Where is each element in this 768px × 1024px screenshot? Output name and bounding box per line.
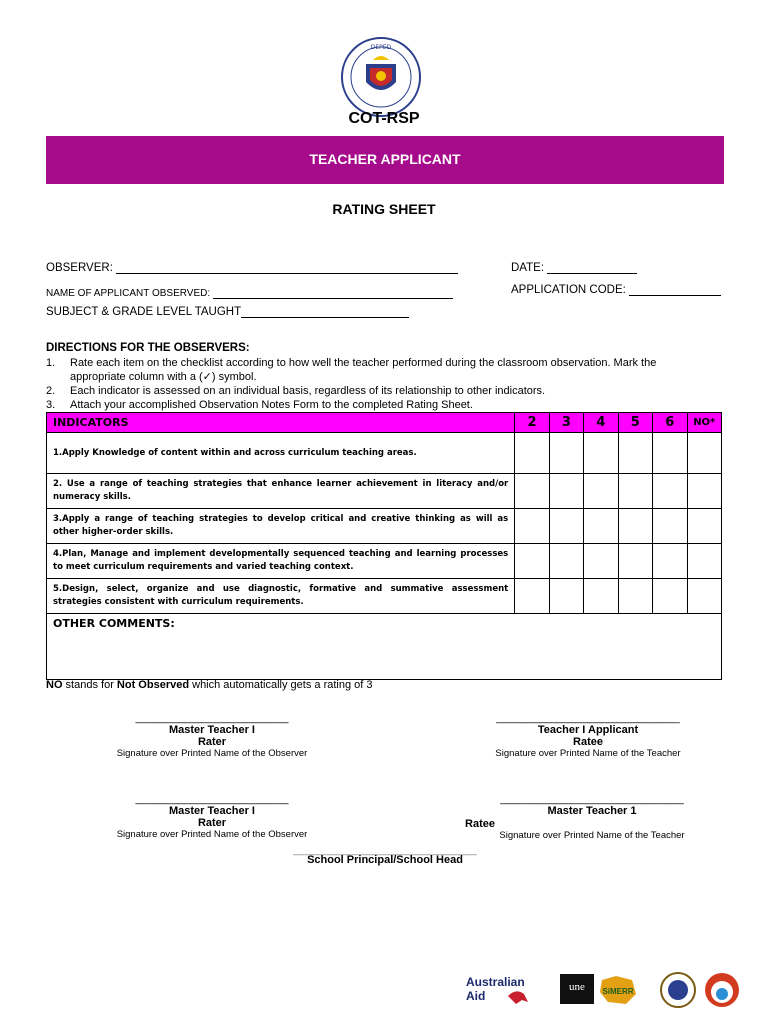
organization-logo bbox=[705, 973, 739, 1007]
observer-field bbox=[46, 262, 458, 274]
rating-cell[interactable] bbox=[618, 544, 652, 579]
rating-cell[interactable] bbox=[653, 509, 687, 544]
direction-text: Rate each item on the checklist according to how well the teacher performed during the classroom observation. Mark the appropriate column with a (✓) symbol. bbox=[70, 357, 657, 383]
rating-cell[interactable] bbox=[687, 579, 722, 614]
signature-caption: Signature over Printed Name of the Observer bbox=[116, 748, 308, 759]
header-indicators: INDICATORS bbox=[47, 413, 515, 433]
svg-text:DEPED: DEPED bbox=[370, 44, 392, 51]
header-rating-6: 6 bbox=[653, 413, 687, 433]
direction-item-1 bbox=[46, 357, 696, 384]
signature-title: School Principal/School Head bbox=[307, 854, 463, 866]
table-row bbox=[47, 544, 722, 579]
document-title: COT-RSP bbox=[348, 110, 420, 127]
signature-line[interactable]: _________________________ bbox=[135, 793, 289, 805]
rating-cell[interactable] bbox=[653, 544, 687, 579]
direction-item-2 bbox=[46, 385, 696, 399]
signature-caption: Signature over Printed Name of the Observer bbox=[116, 829, 308, 840]
rating-cell[interactable] bbox=[618, 474, 652, 509]
rating-cell[interactable] bbox=[618, 433, 652, 474]
rating-cell[interactable] bbox=[653, 474, 687, 509]
svg-text:Australian: Australian bbox=[466, 975, 525, 989]
signature-role: Rater bbox=[197, 736, 227, 748]
direction-number: 1. bbox=[46, 357, 56, 369]
note-no: NO bbox=[46, 679, 63, 691]
subject-input-line[interactable] bbox=[241, 306, 409, 318]
applicant-label: NAME OF APPLICANT OBSERVED: bbox=[46, 288, 211, 299]
rating-cell[interactable] bbox=[515, 544, 549, 579]
svg-text:SiMERR: SiMERR bbox=[602, 987, 634, 996]
rating-cell[interactable] bbox=[618, 509, 652, 544]
rating-cell[interactable] bbox=[515, 509, 549, 544]
date-input-line[interactable] bbox=[547, 262, 637, 274]
note-rest: which automatically gets a rating of 3 bbox=[189, 679, 373, 691]
table-row bbox=[47, 579, 722, 614]
other-comments-box[interactable] bbox=[47, 614, 722, 680]
indicator-text: 4.Plan, Manage and implement developmentally sequenced teaching and learning processes to meet curriculum requirements and varied teaching context. bbox=[47, 544, 515, 579]
subject-label: SUBJECT & GRADE LEVEL TAUGHT bbox=[46, 306, 242, 318]
signature-title: Master Teacher I bbox=[168, 724, 255, 736]
other-comments-label: OTHER COMMENTS: bbox=[53, 617, 175, 630]
rating-cell[interactable] bbox=[515, 433, 549, 474]
rating-cell[interactable] bbox=[549, 544, 583, 579]
deped-seal-logo bbox=[340, 36, 422, 118]
rating-cell[interactable] bbox=[549, 509, 583, 544]
signature-block-rater-1 bbox=[82, 712, 342, 759]
date-label: DATE: bbox=[511, 262, 545, 274]
rating-cell[interactable] bbox=[515, 474, 549, 509]
table-header-row bbox=[47, 413, 722, 433]
rating-cell[interactable] bbox=[549, 474, 583, 509]
rating-cell[interactable] bbox=[584, 579, 618, 614]
rating-cell[interactable] bbox=[687, 474, 722, 509]
rating-cell[interactable] bbox=[549, 579, 583, 614]
signature-caption: Signature over Printed Name of the Teacher bbox=[495, 748, 681, 759]
indicator-text: 1.Apply Knowledge of content within and across curriculum teaching areas. bbox=[47, 433, 515, 474]
partner-logos bbox=[466, 970, 746, 1010]
rating-cell[interactable] bbox=[584, 433, 618, 474]
rating-cell[interactable] bbox=[687, 433, 722, 474]
table-row bbox=[47, 509, 722, 544]
comments-row bbox=[47, 614, 722, 680]
note-stands-for: stands for bbox=[62, 679, 117, 691]
observer-label: OBSERVER: bbox=[46, 262, 113, 274]
direction-text: Attach your accomplished Observation Notes Form to the completed Rating Sheet. bbox=[70, 399, 473, 411]
signature-block-ratee-2 bbox=[462, 793, 722, 841]
signature-role: Rater bbox=[197, 817, 227, 829]
note-not-observed: Not Observed bbox=[116, 679, 190, 691]
direction-item-3 bbox=[46, 399, 696, 413]
signature-block-rater-2 bbox=[82, 793, 342, 840]
signature-line[interactable]: _________________________ bbox=[135, 712, 289, 724]
direction-number: 3. bbox=[46, 399, 56, 411]
header-rating-4: 4 bbox=[584, 413, 618, 433]
direction-number: 2. bbox=[46, 385, 56, 397]
application-code-label: APPLICATION CODE: bbox=[511, 284, 626, 296]
signature-block-principal bbox=[255, 846, 515, 866]
directions-heading: DIRECTIONS FOR THE OBSERVERS: bbox=[46, 342, 250, 354]
australian-aid-logo bbox=[466, 975, 528, 1004]
rating-cell[interactable] bbox=[653, 433, 687, 474]
signature-line[interactable]: ______________________________ bbox=[293, 844, 477, 856]
signature-title: Master Teacher 1 bbox=[547, 805, 637, 817]
application-code-field bbox=[511, 284, 721, 296]
rating-cell[interactable] bbox=[549, 433, 583, 474]
svg-text:une: une bbox=[569, 981, 585, 993]
rating-sheet-title: RATING SHEET bbox=[332, 201, 436, 217]
une-logo bbox=[560, 974, 594, 1004]
header-rating-2: 2 bbox=[515, 413, 549, 433]
signature-title: Master Teacher I bbox=[168, 805, 255, 817]
header-rating-3: 3 bbox=[549, 413, 583, 433]
table-row bbox=[47, 474, 722, 509]
rating-cell[interactable] bbox=[687, 544, 722, 579]
subject-field bbox=[46, 306, 409, 318]
not-observed-note bbox=[46, 679, 373, 691]
school-seal-logo bbox=[661, 973, 695, 1007]
indicator-text: 5.Design, select, organize and use diagnostic, formative and summative assessment strategies consistent with curriculum requirements. bbox=[47, 579, 515, 614]
indicator-text: 3.Apply a range of teaching strategies to develop critical and creative thinking as will as other higher-order skills. bbox=[47, 509, 515, 544]
signature-block-ratee-1 bbox=[458, 712, 718, 759]
ratee-role: Ratee bbox=[465, 818, 495, 830]
simerr-logo bbox=[600, 976, 636, 1004]
teacher-applicant-banner: TEACHER APPLICANT bbox=[46, 136, 724, 184]
signature-title: Teacher I Applicant bbox=[537, 724, 639, 736]
ratee-label-2 bbox=[455, 818, 505, 830]
signature-line[interactable]: ______________________________ bbox=[500, 793, 684, 805]
signature-caption: Signature over Printed Name of the Teacher bbox=[499, 830, 685, 841]
table-row bbox=[47, 433, 722, 474]
signature-line[interactable]: ______________________________ bbox=[496, 712, 680, 724]
svg-text:Aid: Aid bbox=[466, 989, 486, 1003]
rating-cell[interactable] bbox=[687, 509, 722, 544]
direction-text: Each indicator is assessed on an individual basis, regardless of its relationship to other indicators. bbox=[70, 385, 546, 397]
rating-cell[interactable] bbox=[584, 509, 618, 544]
applicant-input-line[interactable] bbox=[213, 287, 453, 299]
date-field bbox=[511, 262, 637, 274]
rating-cell[interactable] bbox=[515, 579, 549, 614]
header-rating-5: 5 bbox=[618, 413, 652, 433]
indicator-text: 2. Use a range of teaching strategies that enhance learner achievement in literacy and/or numeracy skills. bbox=[47, 474, 515, 509]
rating-cell[interactable] bbox=[653, 579, 687, 614]
observer-input-line[interactable] bbox=[116, 262, 458, 274]
header-not-observed: NO* bbox=[687, 413, 722, 433]
applicant-field bbox=[46, 287, 453, 299]
application-code-input-line[interactable] bbox=[629, 284, 721, 296]
rating-cell[interactable] bbox=[618, 579, 652, 614]
rating-table bbox=[46, 412, 722, 680]
rating-cell[interactable] bbox=[584, 544, 618, 579]
rating-cell[interactable] bbox=[584, 474, 618, 509]
signature-role: Ratee bbox=[573, 736, 603, 748]
